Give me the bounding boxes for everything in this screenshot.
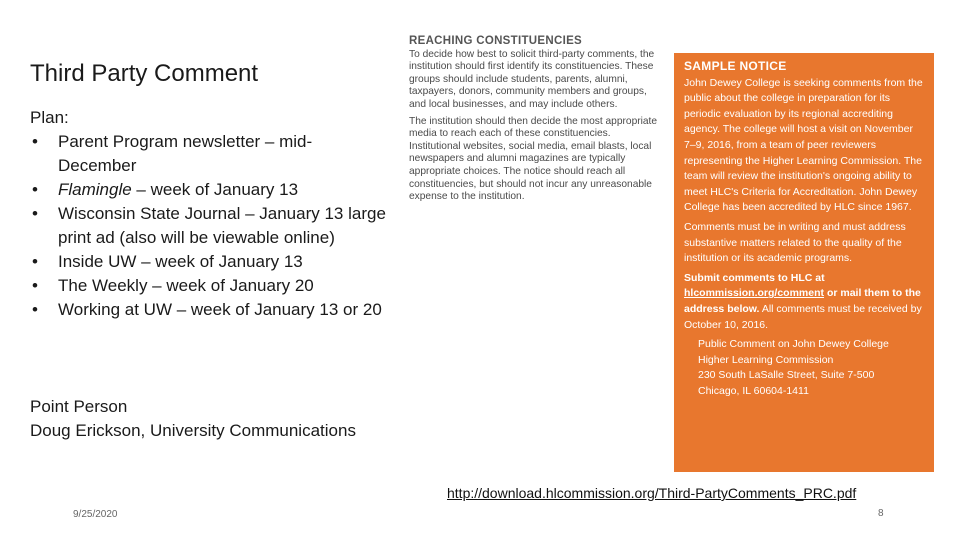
bullet-icon: • — [32, 300, 38, 319]
list-item-text: The Weekly – week of January 20 — [58, 276, 314, 295]
address-line: 230 South LaSalle Street, Suite 7-500 — [698, 369, 875, 382]
page-number: 8 — [878, 508, 884, 519]
list-item — [30, 178, 390, 202]
list-item — [30, 298, 390, 322]
list-item-text: Wisconsin State Journal – January 13 large print ad (also will be viewable online) — [58, 204, 386, 247]
address-line: Chicago, IL 60604-1411 — [698, 384, 809, 397]
address-line: Public Comment on John Dewey College — [698, 338, 889, 351]
plan-list — [30, 130, 390, 322]
list-item — [30, 250, 390, 274]
list-item-sep: – — [131, 180, 151, 199]
notice-paragraph: John Dewey College is seeking comments from the public about the college in preparation for its periodic evaluation by its regional accrediting agency. The college will host a visit on November 7–9, 2016, from a team of peer reviewers representing the Higher Learning Commission. The team will review the institution's ongoing ability to meet HLC's Criteria for Accreditation. John Dewey College has been accredited by HLC since 1967. — [684, 76, 923, 214]
list-item — [30, 202, 390, 250]
list-item-text: week of January 13 — [150, 180, 299, 199]
notice-submit-bold: Submit comments to HLC at — [684, 271, 825, 284]
notice-submit-rest: All comments must be received by October 10, 2016. — [684, 302, 922, 331]
slide-title: Third Party Comment — [30, 60, 259, 87]
notice-submit — [684, 271, 926, 333]
plan-section — [30, 106, 390, 322]
notice-submit-bold2: or mail them to the address below. — [684, 287, 921, 315]
notice-address — [698, 337, 926, 399]
list-item-text: Inside UW – week of January 13 — [58, 252, 303, 271]
point-person-section — [30, 395, 356, 443]
reaching-constituencies-box — [409, 35, 659, 208]
reaching-paragraph: To decide how best to solicit third-party comments, the institution should first identify its constituencies. These groups should include students, parents, alumni, taxpayers, donors, community members and groups, and local businesses, and may include others. — [409, 48, 655, 110]
source-link[interactable]: http://download.hlcommission.org/Third-PartyComments_PRC.pdf — [447, 485, 857, 501]
reaching-paragraph: The institution should then decide the most appropriate media to reach each of these constituencies. Institutional websites, social media, email blasts, local newspapers and alumni magazines are typically appropriate choices. The notice should reach all constituencies, but should not incur any unreasonable expense to the institution. — [409, 115, 658, 203]
list-item-text: Parent Program newsletter – mid-December — [58, 132, 313, 175]
notice-link[interactable]: hlcommission.org/comment — [684, 287, 825, 300]
bullet-icon: • — [32, 252, 38, 271]
slide-date: 9/25/2020 — [73, 509, 118, 520]
bullet-icon: • — [32, 180, 38, 199]
reaching-title: REACHING CONSTITUENCIES — [409, 35, 583, 47]
list-item-text: Working at UW – week of January 13 or 20 — [58, 300, 382, 319]
bullet-icon: • — [32, 204, 38, 223]
notice-paragraph: Comments must be in writing and must address substantive matters related to the quality of the institution or its academic programs. — [684, 220, 906, 265]
list-item — [30, 130, 390, 178]
bullet-icon: • — [32, 276, 38, 295]
point-person-label: Point Person — [30, 397, 128, 416]
list-item — [30, 274, 390, 298]
plan-heading: Plan: — [30, 108, 69, 127]
notice-title: SAMPLE NOTICE — [684, 59, 787, 73]
bullet-icon: • — [32, 132, 38, 151]
point-person-name: Doug Erickson, University Communications — [30, 421, 356, 440]
list-item-italic: Flamingle — [58, 180, 132, 199]
address-line: Higher Learning Commission — [698, 353, 834, 366]
sample-notice-box — [674, 53, 934, 472]
